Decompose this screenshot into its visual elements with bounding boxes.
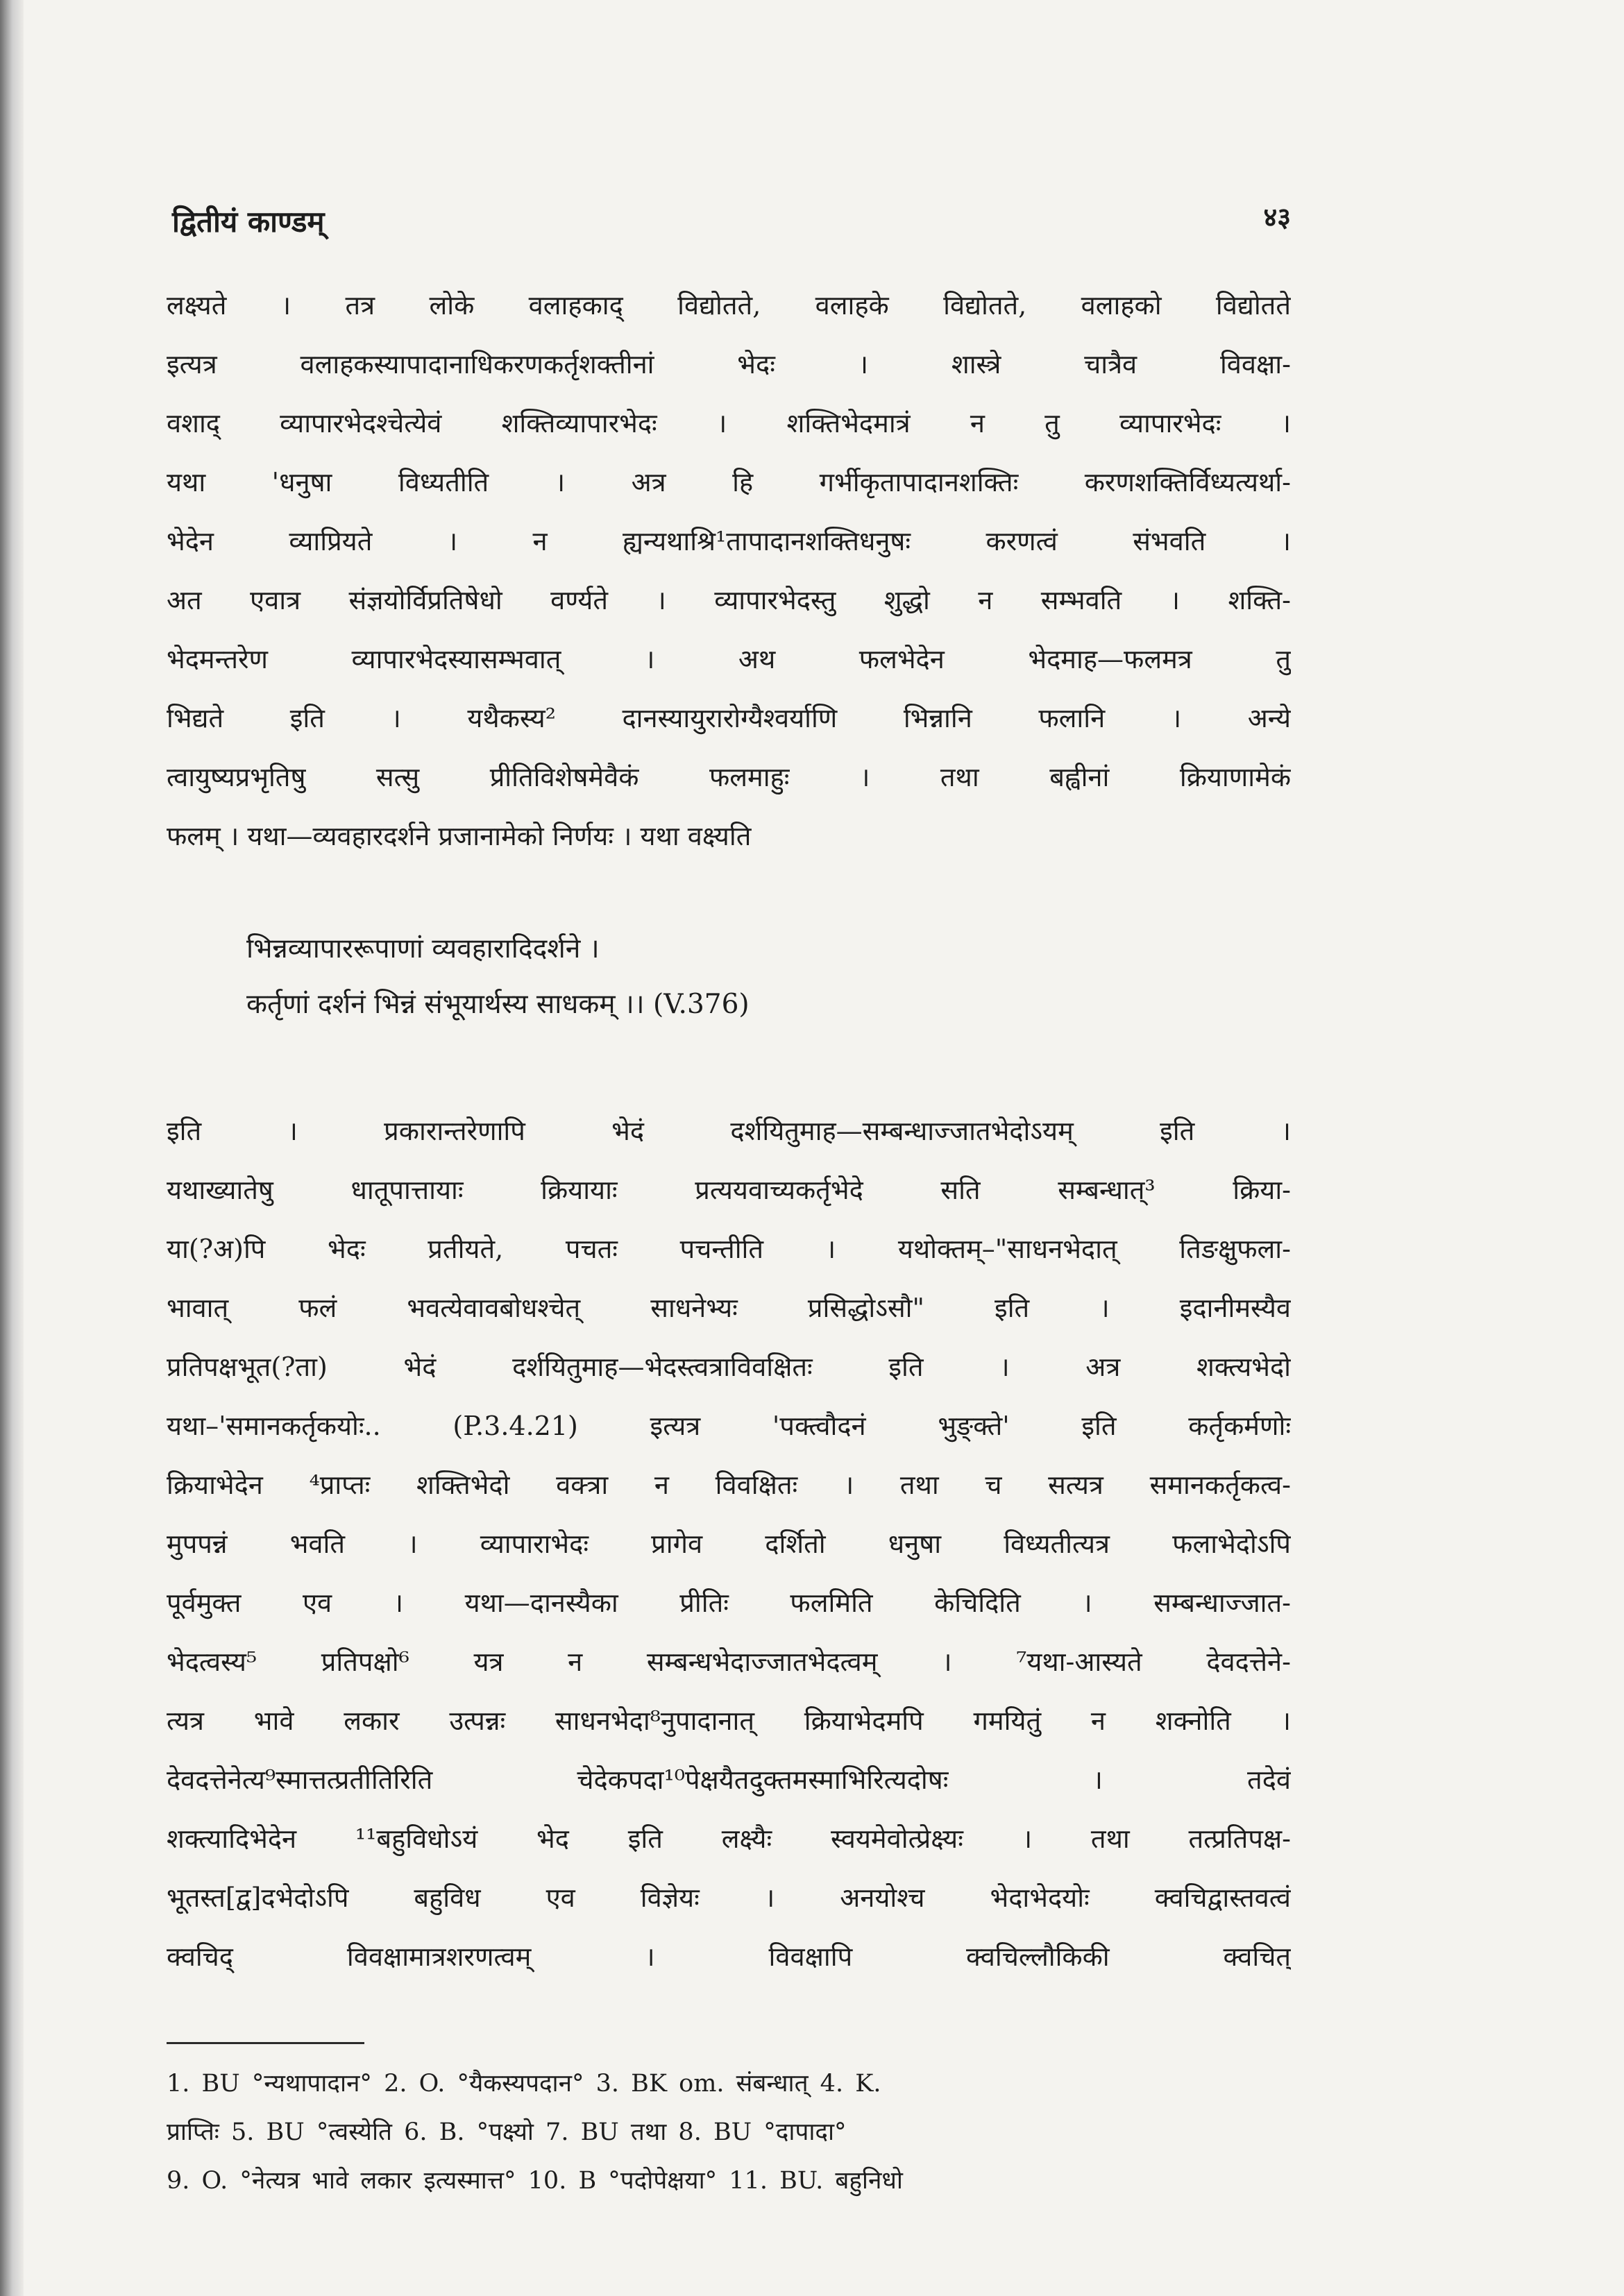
text-line: प्रतिपक्षभूत(?ता) भेदं दर्शयितुमाह—भेदस्त्वत्राविवक्षितः इति । अत्र शक्त्यभेदो (167, 1352, 1291, 1382)
text-line: लक्ष्यते । तत्र लोके वलाहकाद् विद्योतते, वलाहके विद्योतते, वलाहको विद्योतते (167, 290, 1291, 321)
text-line: त्वायुष्यप्रभृतिषु सत्सु प्रीतिविशेषमेवैकं फलमाहुः । तथा बह्वीनां क्रियाणामेकं (167, 762, 1291, 792)
paragraph-2 (167, 1102, 1291, 1987)
footnote-divider (167, 2042, 364, 2044)
text-line: यथाख्यातेषु धातूपात्तायाः क्रियायाः प्रत्ययवाच्यकर्तृभेदे सति सम्बन्धात्³ क्रिया- (167, 1175, 1291, 1205)
footnote-line: 1. BU °न्यथापादान° 2. O. °यैकस्यपदान° 3. BK om. संबन्धात् 4. K. (167, 2070, 881, 2098)
text-line: यथा 'धनुषा विध्यतीति । अत्र हि गर्भीकृतापादानशक्तिः करणशक्तिर्विध्यत्यर्था- (167, 467, 1291, 498)
text-line: पूर्वमुक्त एव । यथा—दानस्यैका प्रीतिः फलमिति केचिदिति । सम्बन्धाज्जात- (167, 1588, 1291, 1618)
footnote-line: प्राप्तिः 5. BU °त्वस्येति 6. B. °पक्ष्यो 7. BU तथा 8. BU °दापादा° (167, 2118, 847, 2146)
text-line: देवदत्तेनेत्य⁹स्मात्तत्प्रतीतिरिति चेदेकपदा¹⁰पेक्षयैतदुक्तमस्माभिरित्यदोषः । तदेवं (167, 1764, 1291, 1795)
text-line: इति । प्रकारान्तरेणापि भेदं दर्शयितुमाह—सम्बन्धाज्जातभेदोऽयम् इति । (167, 1116, 1291, 1146)
text-line: भिद्यते इति । यथैकस्य² दानस्यायुरारोग्यैश्वर्याणि भिन्नानि फलानि । अन्ये (167, 703, 1291, 733)
verse-line: भिन्नव्यापाररूपाणां व्यवहारादिदर्शने । (246, 933, 600, 964)
text-line: क्रियाभेदेन ⁴प्राप्तः शक्तिभेदो वक्त्रा न विवक्षितः । तथा च सत्यत्र समानकर्तृकत्व- (167, 1470, 1291, 1500)
text-line: त्यत्र भावे लकार उत्पन्नः साधनभेदा⁸नुपादानात् क्रियाभेदमपि गमयितुं न शक्नोति । (167, 1706, 1291, 1736)
text-line: यथा–'समानकर्तृकयोः.. (P.3.4.21) इत्यत्र 'पक्त्वौदनं भुङ्क्ते' इति कर्तृकर्मणोः (167, 1411, 1291, 1441)
text-line: भेदेन व्याप्रियते । न ह्यन्यथाश्रि¹तापादानशक्तिधनुषः करणत्वं संभवति । (167, 526, 1291, 556)
text-line: भेदमन्तरेण व्यापारभेदस्यासम्भवात् । अथ फलभेदेन भेदमाह—फलमत्र तु (167, 644, 1291, 674)
verse-line: कर्तृणां दर्शनं भिन्नं संभूयार्थस्य साधकम् ।। (V.376) (246, 989, 750, 1020)
scan-edge-shadow (0, 0, 24, 2296)
text-line: भावात् फलं भवत्येवावबोधश्चेत् साधनेभ्यः प्रसिद्धोऽसौ" इति । इदानीमस्यैव (167, 1293, 1291, 1323)
text-line: अत एवात्र संज्ञयोर्विप्रतिषेधो वर्ण्यते । व्यापारभेदस्तु शुद्धो न सम्भवति । शक्ति- (167, 585, 1291, 615)
running-head: द्वितीयं काण्डम् (172, 205, 325, 239)
page-number: ४३ (1263, 201, 1291, 232)
text-line: इत्यत्र वलाहकस्यापादानाधिकरणकर्तृशक्तीनां भेदः । शास्त्रे चात्रैव विवक्षा- (167, 349, 1291, 380)
text-line: भूतस्त[द्व]दभेदोऽपि बहुविध एव विज्ञेयः । अनयोश्च भेदाभेदयोः क्वचिद्वास्तवत्वं (167, 1882, 1291, 1913)
footnotes (167, 2059, 1291, 2205)
page-header (167, 187, 1291, 264)
text-line: क्वचिद् विवक्षामात्रशरणत्वम् । विवक्षापि क्वचिल्लौकिकी क्वचित् (167, 1941, 1291, 1972)
text-line: वशाद् व्यापारभेदश्चेत्येवं शक्तिव्यापारभेदः । शक्तिभेदमात्रं न तु व्यापारभेदः । (167, 408, 1291, 439)
book-page (167, 187, 1291, 2205)
text-line: मुपपन्नं भवति । व्यापाराभेदः प्रागेव दर्शितो धनुषा विध्यतीत्यत्र फलाभेदोऽपि (167, 1529, 1291, 1559)
text-line: शक्त्यादिभेदेन ¹¹बहुविधोऽयं भेद इति लक्ष्यैः स्वयमेवोत्प्रेक्ष्यः । तथा तत्प्रतिपक्ष- (167, 1823, 1291, 1854)
text-line: फलम् । यथा—व्यवहारदर्शने प्रजानामेको निर्णयः । यथा वक्ष्यति (167, 821, 752, 851)
footnote-line: 9. O. °नेत्यत्र भावे लकार इत्यस्मात्त° 10. B °पदोपेक्षया° 11. BU. बहुनिधो (167, 2167, 903, 2195)
text-line: भेदत्वस्य⁵ प्रतिपक्षो⁶ यत्र न सम्बन्धभेदाज्जातभेदत्वम् । ⁷यथा-आस्यते देवदत्तेने- (167, 1647, 1291, 1677)
text-line: या(?अ)पि भेदः प्रतीयते, पचतः पचन्तीति । यथोक्तम्–"साधनभेदात् तिङक्षुफला- (167, 1234, 1291, 1264)
paragraph-1 (167, 276, 1291, 866)
verse-quotation (246, 921, 1291, 1032)
